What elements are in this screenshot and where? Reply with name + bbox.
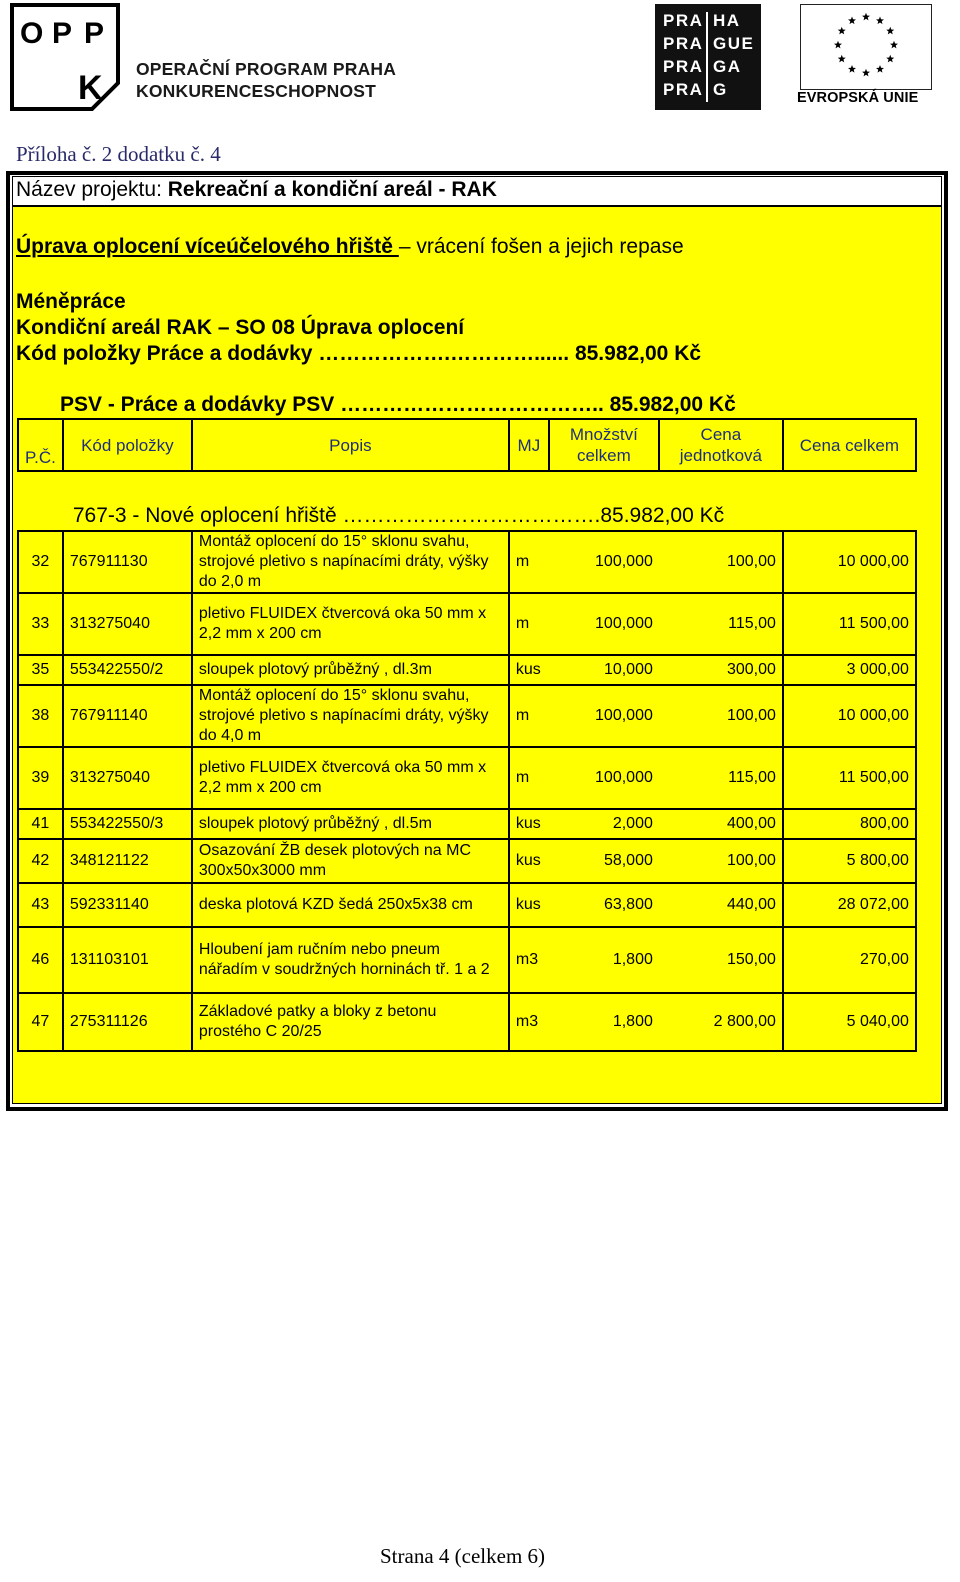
row-mnozstvi: 100,000 bbox=[549, 747, 659, 809]
row-popis: pletivo FLUIDEX čtvercová oka 50 mm x 2,2 mm x 200 cm bbox=[192, 747, 509, 809]
row-mnozstvi: 100,000 bbox=[549, 685, 659, 747]
project-name: Rekreační a kondiční areál - RAK bbox=[167, 178, 497, 201]
col-header-popis: Popis bbox=[192, 419, 509, 471]
row-mnozstvi: 10,000 bbox=[549, 655, 659, 685]
row-kod: 275311126 bbox=[63, 993, 192, 1051]
row-mnozstvi: 2,000 bbox=[549, 809, 659, 839]
praha-logo-divider bbox=[706, 12, 708, 102]
row-mnozstvi: 100,000 bbox=[549, 593, 659, 655]
table-header-row bbox=[18, 419, 916, 471]
eu-star-icon bbox=[876, 65, 884, 73]
row-pc: 39 bbox=[18, 747, 63, 809]
row-kod: 767911140 bbox=[63, 685, 192, 747]
praha-r3: GA bbox=[713, 57, 742, 76]
row-pc: 46 bbox=[18, 927, 63, 993]
row-cena-jednotkova: 115,00 bbox=[659, 593, 783, 655]
col-header-mnozstvi: Množství celkem bbox=[549, 419, 659, 471]
col-header-mj: MJ bbox=[509, 419, 549, 471]
eu-label: EVROPSKÁ UNIE bbox=[797, 90, 919, 106]
eu-star-icon bbox=[838, 27, 846, 35]
items-table bbox=[17, 418, 917, 1052]
row-mnozstvi: 1,800 bbox=[549, 993, 659, 1051]
row-popis: sloupek plotový průběžný , dl.5m bbox=[192, 809, 509, 839]
row-pc: 42 bbox=[18, 839, 63, 883]
summary-line-1: Méněpráce bbox=[16, 290, 126, 313]
subject-underlined: Úprava oplocení víceúčelového hřiště bbox=[16, 235, 399, 258]
praha-logo bbox=[655, 4, 761, 110]
eu-star-icon bbox=[876, 17, 884, 25]
opp-letter-p1: P bbox=[52, 17, 73, 50]
opp-letter-p2: P bbox=[84, 17, 105, 50]
eu-star-icon bbox=[834, 41, 842, 49]
row-kod: 553422550/2 bbox=[63, 655, 192, 685]
eu-flag-logo bbox=[800, 4, 932, 90]
eu-star-icon bbox=[838, 55, 846, 63]
row-mnozstvi: 58,000 bbox=[549, 839, 659, 883]
subject-line bbox=[16, 235, 684, 259]
opp-line-1: OPERAČNÍ PROGRAM PRAHA bbox=[136, 59, 397, 79]
praha-l1: PRA bbox=[663, 11, 704, 30]
eu-star-icon bbox=[862, 13, 870, 21]
row-cena-celkem: 11 500,00 bbox=[783, 747, 916, 809]
row-cena-celkem: 5 040,00 bbox=[783, 993, 916, 1051]
row-cena-jednotkova: 115,00 bbox=[659, 747, 783, 809]
row-kod: 553422550/3 bbox=[63, 809, 192, 839]
row-cena-jednotkova: 300,00 bbox=[659, 655, 783, 685]
row-mj: kus bbox=[509, 655, 549, 685]
project-line bbox=[16, 178, 497, 202]
row-mj: kus bbox=[509, 809, 549, 839]
subject-rest: – vrácení fošen a jejich repase bbox=[398, 235, 684, 258]
table-row bbox=[18, 655, 916, 685]
project-label: Název projektu: bbox=[16, 178, 168, 201]
row-mj: m bbox=[509, 593, 549, 655]
eu-star-icon bbox=[890, 41, 898, 49]
eu-star-icon bbox=[862, 69, 870, 77]
row-pc: 43 bbox=[18, 883, 63, 927]
row-popis: Hloubení jam ručním nebo pneum nářadím v soudržných horninách tř. 1 a 2 bbox=[192, 927, 509, 993]
summary-line-3: Kód položky Práce a dodávky ……………….…………...... 85.982,00 Kč bbox=[16, 342, 702, 365]
table-row bbox=[18, 993, 916, 1051]
row-mj: m bbox=[509, 685, 549, 747]
row-popis: Montáž oplocení do 15° sklonu svahu, strojové pletivo s napínacími dráty, výšky do 4,0 m bbox=[192, 685, 509, 747]
row-pc: 32 bbox=[18, 531, 63, 593]
table-row bbox=[18, 809, 916, 839]
eu-star-icon bbox=[886, 27, 894, 35]
section-title: 767-3 - Nové oplocení hřiště ……………………………….85.982,00 Kč bbox=[72, 503, 725, 527]
row-mnozstvi: 63,800 bbox=[549, 883, 659, 927]
row-kod: 313275040 bbox=[63, 747, 192, 809]
row-pc: 41 bbox=[18, 809, 63, 839]
row-cena-jednotkova: 150,00 bbox=[659, 927, 783, 993]
opp-logo bbox=[10, 3, 120, 111]
row-pc: 33 bbox=[18, 593, 63, 655]
col-header-cena-j: Cena jednotková bbox=[659, 419, 783, 471]
row-cena-jednotkova: 440,00 bbox=[659, 883, 783, 927]
page-footer: Strana 4 (celkem 6) bbox=[380, 1544, 546, 1568]
row-mj: m3 bbox=[509, 993, 549, 1051]
opp-letter-o: O bbox=[20, 17, 44, 50]
praha-l4: PRA bbox=[663, 80, 704, 99]
row-cena-jednotkova: 100,00 bbox=[659, 531, 783, 593]
opp-letter-k: K bbox=[78, 69, 103, 107]
row-kod: 131103101 bbox=[63, 927, 192, 993]
row-cena-celkem: 10 000,00 bbox=[783, 531, 916, 593]
row-popis: Základové patky a bloky z betonu prostého C 20/25 bbox=[192, 993, 509, 1051]
row-mnozstvi: 1,800 bbox=[549, 927, 659, 993]
row-mj: kus bbox=[509, 839, 549, 883]
col-header-kod: Kód položky bbox=[63, 419, 192, 471]
row-popis: deska plotová KZD šedá 250x5x38 cm bbox=[192, 883, 509, 927]
table-row bbox=[18, 839, 916, 883]
row-cena-jednotkova: 2 800,00 bbox=[659, 993, 783, 1051]
opp-line-2: KONKURENCESCHOPNOST bbox=[136, 81, 377, 101]
praha-l3: PRA bbox=[663, 57, 704, 76]
table-row bbox=[18, 685, 916, 747]
attachment-title: Příloha č. 2 dodatku č. 4 bbox=[16, 142, 221, 166]
summary-line-2: Kondiční areál RAK – SO 08 Úprava oplocení bbox=[16, 316, 465, 339]
eu-star-icon bbox=[886, 55, 894, 63]
praha-l2: PRA bbox=[663, 34, 704, 53]
row-pc: 47 bbox=[18, 993, 63, 1051]
table-row bbox=[18, 883, 916, 927]
row-cena-celkem: 5 800,00 bbox=[783, 839, 916, 883]
col-header-pc: P.Č. bbox=[18, 419, 63, 471]
row-pc: 38 bbox=[18, 685, 63, 747]
row-popis: Montáž oplocení do 15° sklonu svahu, strojové pletivo s napínacími dráty, výšky do 2,0 m bbox=[192, 531, 509, 593]
row-popis: pletivo FLUIDEX čtvercová oka 50 mm x 2,2 mm x 200 cm bbox=[192, 593, 509, 655]
col-header-cena-c: Cena celkem bbox=[783, 419, 916, 471]
opp-program-name bbox=[136, 58, 396, 102]
row-popis: sloupek plotový průběžný , dl.3m bbox=[192, 655, 509, 685]
row-cena-celkem: 10 000,00 bbox=[783, 685, 916, 747]
row-popis: Osazování ŽB desek plotových na MC 300x50x3000 mm bbox=[192, 839, 509, 883]
row-mj: kus bbox=[509, 883, 549, 927]
table-row bbox=[18, 747, 916, 809]
row-cena-celkem: 28 072,00 bbox=[783, 883, 916, 927]
items-body bbox=[18, 531, 916, 1051]
row-cena-jednotkova: 400,00 bbox=[659, 809, 783, 839]
row-cena-jednotkova: 100,00 bbox=[659, 839, 783, 883]
table-row bbox=[18, 927, 916, 993]
praha-r1: HA bbox=[713, 11, 741, 30]
row-cena-celkem: 800,00 bbox=[783, 809, 916, 839]
row-kod: 767911130 bbox=[63, 531, 192, 593]
table-row bbox=[18, 593, 916, 655]
row-mj: m3 bbox=[509, 927, 549, 993]
praha-r4: G bbox=[713, 80, 728, 99]
row-kod: 313275040 bbox=[63, 593, 192, 655]
table-row bbox=[18, 531, 916, 593]
praha-r2: GUE bbox=[713, 34, 755, 53]
row-kod: 348121122 bbox=[63, 839, 192, 883]
row-mj: m bbox=[509, 531, 549, 593]
row-mnozstvi: 100,000 bbox=[549, 531, 659, 593]
row-cena-celkem: 3 000,00 bbox=[783, 655, 916, 685]
row-pc: 35 bbox=[18, 655, 63, 685]
row-kod: 592331140 bbox=[63, 883, 192, 927]
row-cena-jednotkova: 100,00 bbox=[659, 685, 783, 747]
eu-star-icon bbox=[848, 17, 856, 25]
psv-line: PSV - Práce a dodávky PSV ……………………………….. 85.982,00 Kč bbox=[60, 393, 736, 416]
eu-star-icon bbox=[848, 65, 856, 73]
row-cena-celkem: 11 500,00 bbox=[783, 593, 916, 655]
row-cena-celkem: 270,00 bbox=[783, 927, 916, 993]
row-mj: m bbox=[509, 747, 549, 809]
section-row bbox=[18, 501, 916, 531]
